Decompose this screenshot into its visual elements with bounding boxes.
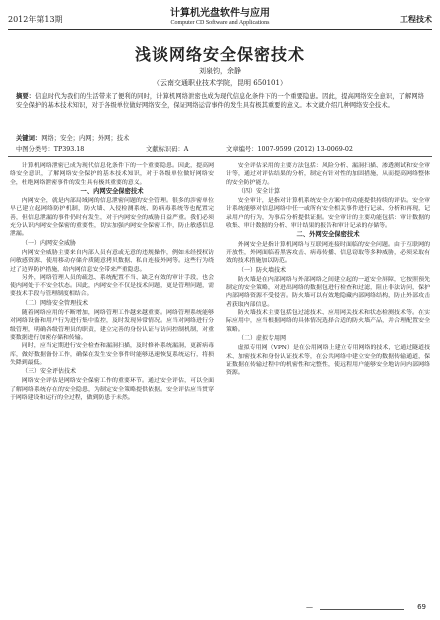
body-paragraph: 虚拟专用网（VPN）是在公用网络上建立专用网络的技术，它通过隧道技术、加密技术和身份认证技术等，在公共网络中建立安全的数据传输通道，保证数据在传输过程中的机密性和完整性，使远程用户能够安全地访问内部网络资源。	[226, 345, 430, 377]
journal-masthead	[8, 4, 432, 26]
abstract-text: 信息时代为我们的生活带来了便利的同时，计算机网络泄密也成为现代信息化条件下的一个重要隐患。因此，提高网络安全意识，了解网络安全保护的基本技术知识，对于各级单位做好网络安全，保证网络运营事件的发生具有极其重要的意义。本文就介绍几种网络安全技术。	[16, 93, 425, 110]
right-column	[226, 162, 430, 602]
meta-divider	[8, 156, 432, 157]
subsection-heading: （三）安全评估技术	[22, 368, 77, 376]
subsection-heading: （一）防火墙技术	[238, 266, 287, 274]
body-paragraph: 防火墙是在内部网络与外部网络之间建立起的一道安全屏障，它按照预先制定的安全策略，对进出网络的数据包进行检查和过滤，阻止非法访问，保护内部网络资源不受侵害。防火墙可以有效地隐藏内部网络结构，防止外部攻击者获取内部信息。	[226, 276, 430, 308]
article-authors: 刘泉钧，余静	[199, 67, 241, 75]
abstract	[16, 92, 424, 111]
body-paragraph: 安全审计，是指对计算机系统安全方案中的功能提供持续的评估。安全审计系统能够对信息网络中任一或所有安全相关事件进行记录、分析和再现，记录用户的行为，为事后分析提供证据。安全审计的主要功能包括：审计数据的收集、审计数据的分析、审计结果的报告和审计记录的存储等。	[226, 198, 430, 230]
header-divider	[8, 29, 432, 30]
body-paragraph: 同时，应当定期进行安全检查和漏洞扫描，及时修补系统漏洞，更新病毒库，做好数据备份工作，确保在发生安全事件时能够迅速恢复系统运行，将损失降到最低。	[10, 343, 214, 366]
page-number: 69	[417, 603, 426, 611]
subsection-heading: （二）网络安全管理技术	[22, 299, 89, 307]
article-meta	[16, 144, 424, 153]
subsection-heading: （四）安全计算	[238, 187, 281, 195]
body-paragraph: 内网安全威胁主要来自内部人员有意或无意的违规操作，例如未经授权访问敏感资源、使用移动存储介质随意拷贝数据、私自连接外网等。这些行为绕过了边界防护措施，给内网信息安全带来严重隐患。	[10, 249, 214, 273]
clc-number: 中图分类号：TP393.18	[16, 146, 85, 153]
abstract-label: 摘要：	[16, 93, 36, 100]
body-paragraph: 外网安全是指计算机网络与互联网连接时面临的安全问题。由于互联网的开放性，外网面临着黑客攻击、病毒传播、信息窃取等多种威胁，必须采取有效的技术措施加以防范。	[226, 241, 430, 265]
footer-rule	[320, 609, 404, 610]
keywords-label: 关键词：	[16, 135, 42, 142]
subsection-heading: （二）虚拟专用网	[238, 334, 287, 342]
page-number-dash: —	[306, 603, 313, 611]
article-id: 文章编号：1007-9599 (2012) 13-0069-02	[226, 146, 353, 153]
left-column	[10, 162, 214, 602]
page-header	[8, 2, 432, 28]
body-paragraph: 另外，网络管理人员的疏忽、系统配置不当、缺乏有效的审计手段，也会使内网处于不安全状态。因此，内网安全不仅是技术问题，更是管理问题，需要技术手段与管理制度相结合。	[10, 274, 214, 298]
body-paragraph: 随着网络应用的不断增加，网络管理工作越来越重要。网络管理系统能够对网络设备和用户行为进行集中监控，及时发现异常情况。应当对网络进行分级管理，明确各级管理员的职责，建立完善的身份认证与访问控制机制，对重要数据进行加密存储和传输。	[10, 310, 214, 341]
body-paragraph: 安全评估采用的主要方法包括：风险分析、漏洞扫描、渗透测试和安全审计等，通过对评估结果的分析，制定有针对性的加固措施，从而提高网络整体的安全防护能力。	[226, 163, 430, 186]
body-paragraph: 网络安全评估是网络安全保密工作的重要环节。通过安全评估，可以全面了解网络系统存在的安全隐患，为制定安全策略提供依据。安全评估应当贯穿于网络建设和运行的全过程，做到防患于未然。	[10, 378, 214, 402]
journal-title-cn: 计算机光盘软件与应用	[170, 8, 270, 19]
body-paragraph: 内网安全，就是内部局域网的信息泄密问题的安全管理。很多的涉密单位早已建立起网络防护机制，防火墙、入侵检测系统、防病毒系统等也配置完善，但信息泄漏的事件仍时有发生，对于内网安全的威胁日益严重。我们必须充分认识内网安全保密的重要性，切实加强内网安全保密工作，防止敏感信息泄漏。	[10, 198, 214, 238]
document-code: 文献标识码：A	[146, 146, 189, 153]
issue-label: 2012年第13期	[8, 15, 63, 24]
subsection-heading: （一）内网安全威胁	[22, 239, 77, 247]
section-heading: 一、内网安全保密技术	[80, 187, 144, 195]
article-affiliation: （云南交通职业技术学院，昆明 650101）	[153, 79, 287, 87]
keywords-text: 网络；安全；内网；外网；技术	[41, 135, 130, 142]
journal-title-en: Computer CD Software and Applications	[170, 20, 270, 26]
keywords	[16, 133, 424, 142]
section-heading: 二、外网安全保密技术	[296, 231, 360, 239]
article-title: 浅谈网络安全保密技术	[134, 45, 305, 64]
body-paragraph: 计算机网络泄密已成为现代信息化条件下的一个重要隐患。因此，提高网络安全意识，了解网络安全保护的基本技术知识，对于各级单位做好网络安全，杜绝网络泄密事件的发生具有极其重要的意义。	[10, 163, 214, 186]
body-paragraph: 防火墙技术主要包括包过滤技术、应用网关技术和状态检测技术等。在实际应用中，应当根据网络的具体情况选择合适的防火墙产品，并合理配置安全策略。	[226, 310, 430, 333]
section-label: 工程技术	[400, 15, 432, 24]
